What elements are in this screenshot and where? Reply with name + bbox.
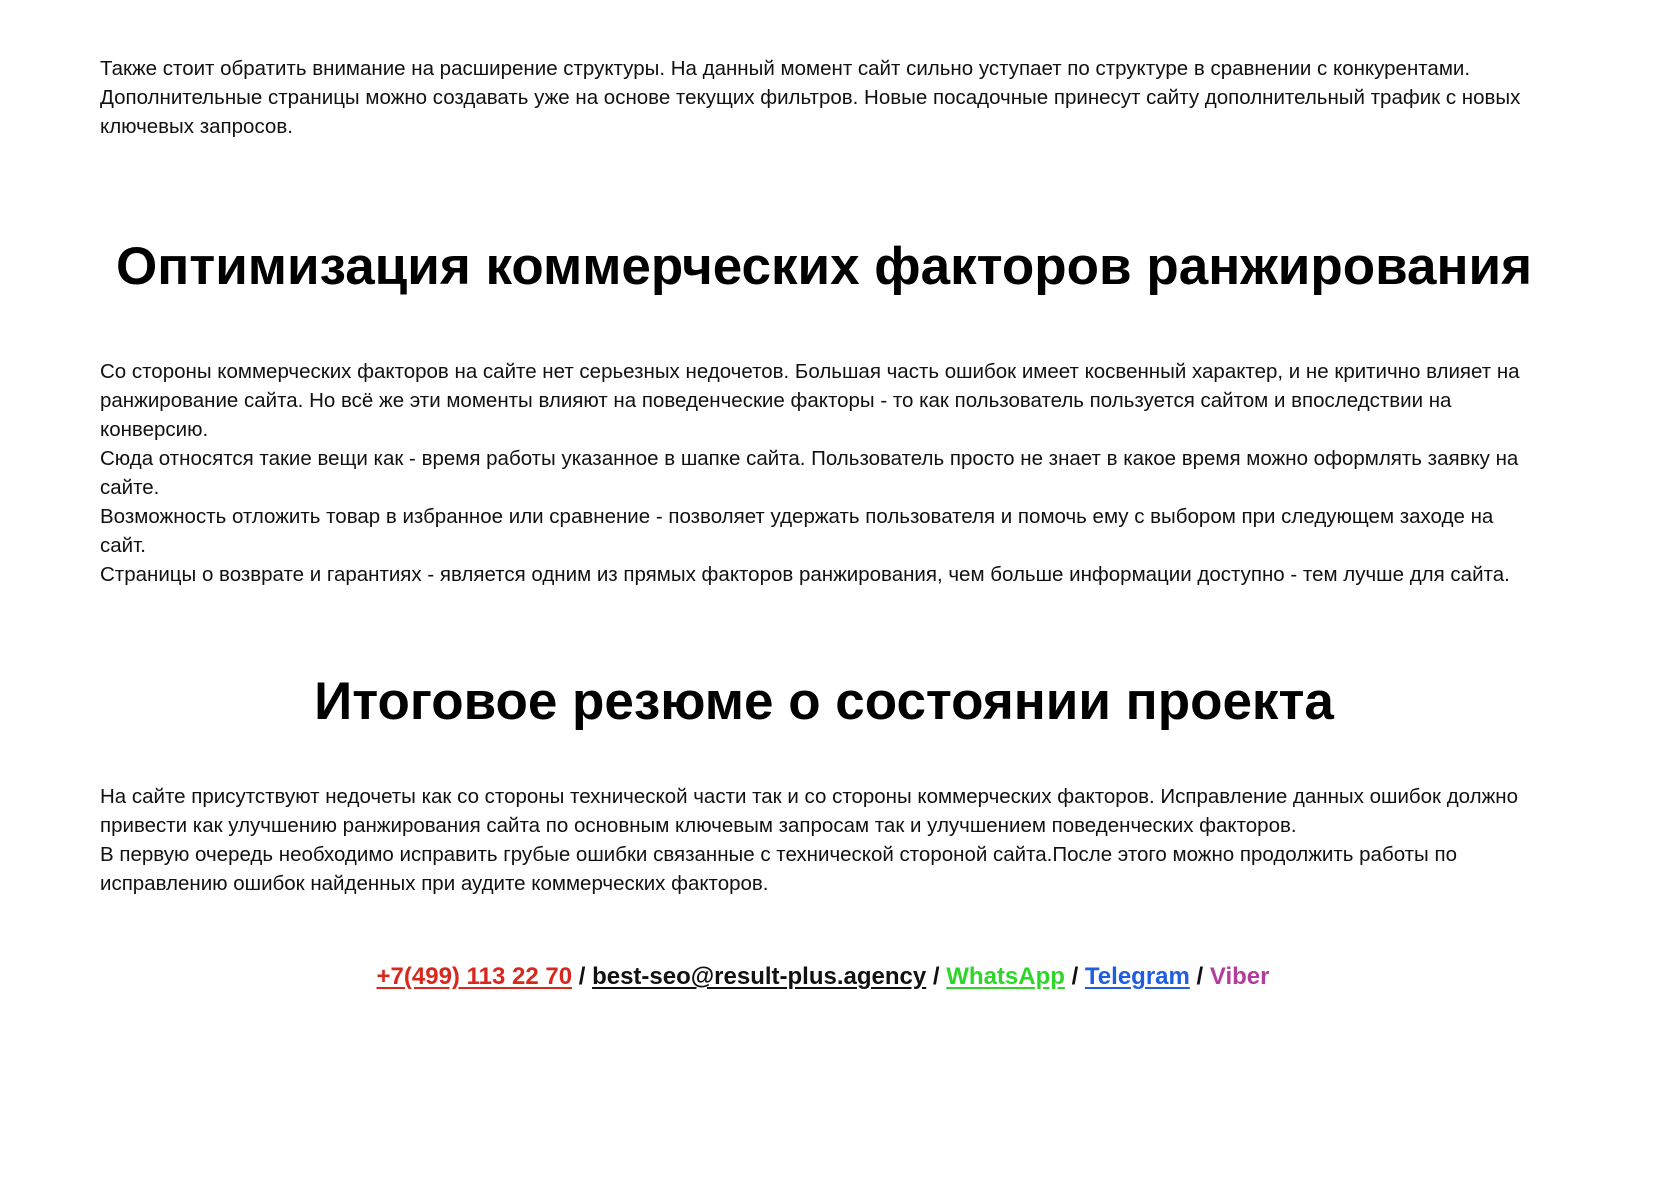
separator: / [1196, 963, 1204, 990]
whatsapp-link[interactable]: WhatsApp [946, 963, 1065, 990]
intro-paragraph: Также стоит обратить внимание на расширение структуры. На данный момент сайт сильно уступает по структуре в сравнении с конкурентами. Дополнительные страницы можно создавать уже на основе текущих фильтров. Новые посадочные принесут сайту дополнительный трафик с новых ключевых запросов. [100, 57, 1521, 138]
project-summary-text [100, 782, 1540, 898]
separator: / [1071, 963, 1079, 990]
paragraph: На сайте присутствуют недочеты как со стороны технической части так и со стороны коммерческих факторов. Исправление данных ошибок должно привести как улучшению ранжирования сайта по основным ключевым запросам так и улучшением поведенческих факторов. [100, 785, 1519, 837]
phone-link[interactable]: +7(499) 113 22 70 [376, 963, 573, 990]
paragraph: Сюда относятся такие вещи как - время работы указанное в шапке сайта. Пользователь просто не знает в какое время можно оформлять заявку на сайте. [100, 447, 1519, 499]
section-heading-commercial-factors: Оптимизация коммерческих факторов ранжирования [116, 237, 1532, 296]
paragraph: В первую очередь необходимо исправить грубые ошибки связанные с технической стороной сайта.После этого можно продолжить работы по исправлению ошибок найденных при аудите коммерческих факторов. [100, 843, 1457, 895]
viber-label: Viber [1209, 963, 1270, 990]
paragraph: Возможность отложить товар в избранное или сравнение - позволяет удержать пользователя и помочь ему с выбором при следующем заходе на сайт. [100, 505, 1494, 557]
separator: / [932, 963, 940, 990]
separator: / [578, 963, 586, 990]
document-page [100, 54, 1540, 992]
section-heading-project-summary: Итоговое резюме о состоянии проекта [314, 672, 1334, 731]
paragraph: Страницы о возврате и гарантиях - является одним из прямых факторов ранжирования, чем больше информации доступно - тем лучше для сайта. [100, 563, 1510, 586]
telegram-link[interactable]: Telegram [1084, 963, 1190, 990]
email-link[interactable]: best-seo@result-plus.agency [592, 963, 927, 990]
commercial-factors-text [100, 357, 1540, 589]
contacts-line [100, 962, 1540, 992]
paragraph: Со стороны коммерческих факторов на сайте нет серьезных недочетов. Большая часть ошибок имеет косвенный характер, и не критично влияет на ранжирование сайта. Но всё же эти моменты влияют на поведенческие факторы - то как пользователь пользуется сайтом и впоследствии на конверсию. [100, 360, 1520, 441]
